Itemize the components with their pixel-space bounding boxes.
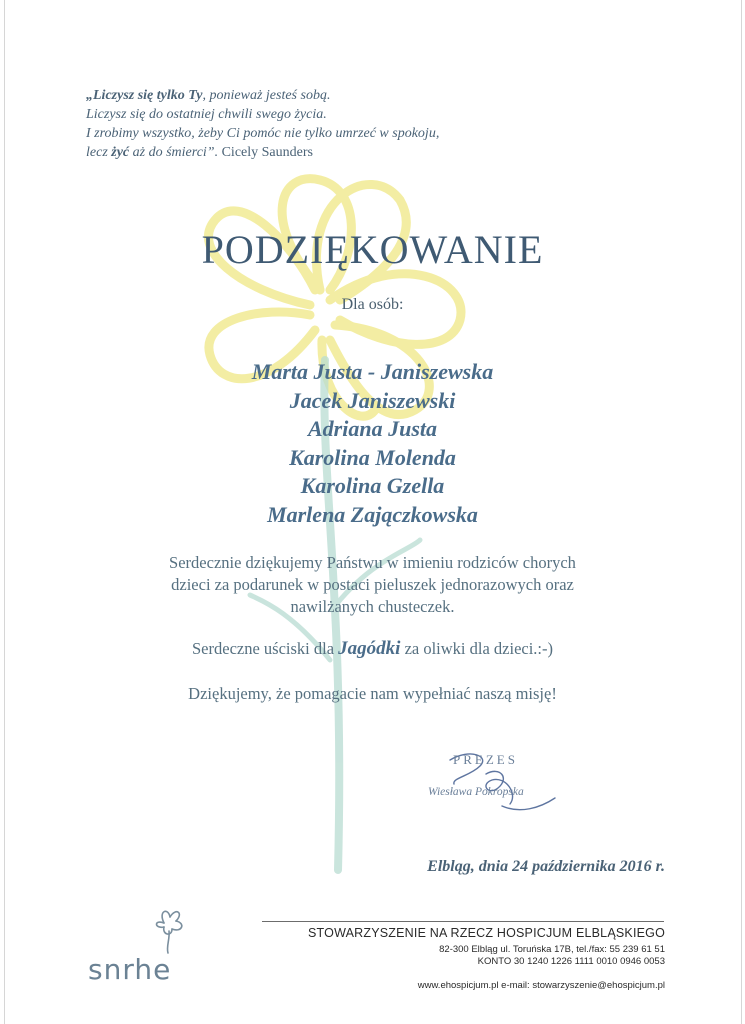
recipient-name: Adriana Justa [308,416,437,441]
quote-line-4-post: aż do śmierci”. [129,145,219,160]
organization-address: 82-300 Elbląg ul. Toruńska 17B, tel./fax: 55 239 61 51 [439,944,665,955]
quote-line-4-pre: lecz [86,145,112,160]
quote-line-4 [86,143,526,162]
hugs-highlight-name: Jagódki [338,638,401,659]
organization-bank-account: KONTO 30 1240 1226 1111 0010 0946 0053 [477,956,665,967]
recipient-names [0,358,745,529]
organization-website-email: www.ehospicjum.pl e-mail: stowarzyszenie@ehospicjum.pl [417,980,665,991]
quote-line-1-rest: , ponieważ jesteś sobą. [202,88,331,103]
hugs-post: za oliwki dla dzieci.:-) [400,639,553,658]
hugs-pre: Serdeczne uściski dla [192,639,339,658]
recipient-name: Jacek Janiszewski [289,387,456,413]
signature-name: Wiesława Pokropska [428,786,524,798]
thanks-paragraph [0,552,745,618]
recipient-name: Karolina Gzella [300,473,445,498]
logo-wordmark: snrhe [88,953,172,986]
closing-line: Dziękujemy, że pomagacie nam wypełniać naszą misję! [188,684,557,703]
signature-title: PREZES [453,752,518,767]
opening-quote [86,86,526,162]
quote-line-2: Liczysz się do ostatniej chwili swego życia. [86,107,327,122]
place-and-date: Elbląg, dnia 24 października 2016 r. [427,858,665,875]
document-title: PODZIĘKOWANIE [201,227,544,272]
recipient-name: Karolina Molenda [289,444,456,470]
recipients-intro: Dla osób: [341,296,404,313]
quote-line-1 [86,86,526,105]
footer-divider [262,921,664,922]
hugs-line [0,638,745,660]
quote-line-3: I zrobimy wszystko, żeby Ci pomóc nie tylko umrzeć w spokoju, [86,126,440,141]
organization-name: STOWARZYSZENIE NA RZECZ HOSPICJUM ELBLĄSKIEGO [308,926,665,940]
quote-emphasis-live: żyć [111,145,130,160]
thanks-line-1: Serdecznie dziękujemy Państwu w imieniu rodziców chorych [169,553,576,572]
recipient-name: Marlena Zajączkowska [267,501,478,527]
thanks-line-3: nawilżanych chusteczek. [290,597,455,616]
thanks-line-2: dzieci za podarunek w postaci pieluszek jednorazowych oraz [171,575,574,594]
quote-emphasis: „Liczysz się tylko Ty [86,88,203,103]
quote-author: Cicely Saunders [218,145,313,160]
recipient-name: Marta Justa - Janiszewska [251,359,494,384]
